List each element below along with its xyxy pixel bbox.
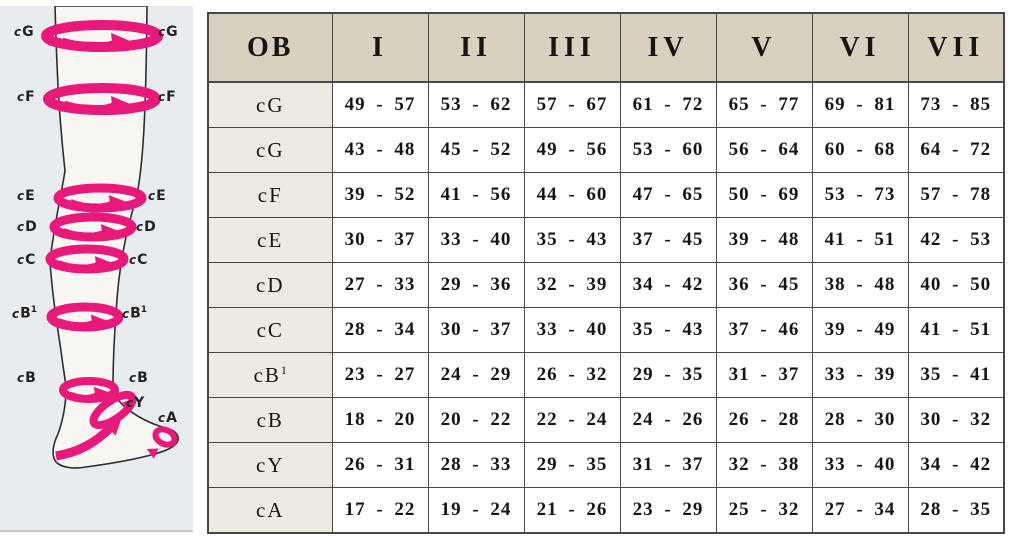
size-cell: 27 - 33 — [332, 263, 428, 308]
leg-label-cB-left: cB — [17, 370, 36, 386]
size-cell: 35 - 43 — [524, 218, 620, 263]
row-label: cC — [208, 308, 332, 353]
leg-diagram-panel — [0, 6, 193, 532]
size-cell: 19 - 24 — [428, 488, 524, 534]
leg-label-cG-left: cG — [14, 24, 34, 40]
size-cell: 33 - 39 — [812, 353, 908, 398]
size-cell: 49 - 57 — [332, 82, 428, 128]
size-cell: 42 - 53 — [908, 218, 1004, 263]
size-cell: 45 - 52 — [428, 128, 524, 173]
size-cell: 38 - 48 — [812, 263, 908, 308]
leg-label-cE-right: cE — [148, 188, 166, 204]
row-label: cA — [208, 488, 332, 534]
size-cell: 35 - 41 — [908, 353, 1004, 398]
column-header-ob: OB — [208, 13, 332, 82]
table-row — [208, 173, 1004, 218]
size-cell: 33 - 40 — [428, 218, 524, 263]
row-label: cG — [208, 128, 332, 173]
size-cell: 35 - 43 — [620, 308, 716, 353]
column-header-III: III — [524, 13, 620, 82]
size-cell: 36 - 45 — [716, 263, 812, 308]
size-cell: 41 - 51 — [908, 308, 1004, 353]
size-cell: 28 - 35 — [908, 488, 1004, 534]
size-cell: 24 - 29 — [428, 353, 524, 398]
leg-label-cC-right: cC — [129, 252, 148, 268]
size-cell: 32 - 39 — [524, 263, 620, 308]
size-cell: 21 - 26 — [524, 488, 620, 534]
size-cell: 39 - 48 — [716, 218, 812, 263]
row-label: $cB^1$ — [208, 353, 332, 398]
size-cell: 20 - 22 — [428, 398, 524, 443]
size-cell: 23 - 27 — [332, 353, 428, 398]
size-cell: 65 - 77 — [716, 82, 812, 128]
size-cell: 37 - 46 — [716, 308, 812, 353]
table-row — [208, 488, 1004, 534]
leg-label-cB1-right: $cB^1$ — [122, 305, 148, 322]
size-cell: 29 - 36 — [428, 263, 524, 308]
size-cell: 37 - 45 — [620, 218, 716, 263]
size-cell: 53 - 60 — [620, 128, 716, 173]
leg-label-cE-left: cE — [17, 188, 35, 204]
size-cell: 49 - 56 — [524, 128, 620, 173]
size-cell: 23 - 29 — [620, 488, 716, 534]
size-cell: 40 - 50 — [908, 263, 1004, 308]
size-cell: 28 - 33 — [428, 443, 524, 488]
size-cell: 25 - 32 — [716, 488, 812, 534]
table-row — [208, 353, 1004, 398]
size-cell: 33 - 40 — [524, 308, 620, 353]
size-cell: 57 - 67 — [524, 82, 620, 128]
leg-illustration — [0, 6, 193, 530]
size-cell: 73 - 85 — [908, 82, 1004, 128]
table-row — [208, 263, 1004, 308]
leg-label-cC-left: cC — [17, 252, 36, 268]
column-header-II: II — [428, 13, 524, 82]
size-cell: 28 - 34 — [332, 308, 428, 353]
size-cell: 50 - 69 — [716, 173, 812, 218]
size-cell: 30 - 32 — [908, 398, 1004, 443]
size-cell: 17 - 22 — [332, 488, 428, 534]
size-cell: 26 - 31 — [332, 443, 428, 488]
size-cell: 34 - 42 — [620, 263, 716, 308]
leg-label-cF-left: cF — [17, 89, 35, 105]
leg-label-cG-right: cG — [158, 24, 178, 40]
table-row — [208, 398, 1004, 443]
size-cell: 41 - 51 — [812, 218, 908, 263]
size-cell: 28 - 30 — [812, 398, 908, 443]
size-cell: 24 - 26 — [620, 398, 716, 443]
column-header-VI: VI — [812, 13, 908, 82]
size-cell: 64 - 72 — [908, 128, 1004, 173]
table-row — [208, 308, 1004, 353]
size-cell: 60 - 68 — [812, 128, 908, 173]
size-cell: 56 - 64 — [716, 128, 812, 173]
size-cell: 44 - 60 — [524, 173, 620, 218]
column-header-I: I — [332, 13, 428, 82]
size-cell: 30 - 37 — [332, 218, 428, 263]
leg-label-cY: cY — [126, 395, 145, 411]
row-label: cE — [208, 218, 332, 263]
size-cell: 39 - 52 — [332, 173, 428, 218]
row-label: cD — [208, 263, 332, 308]
size-cell: 43 - 48 — [332, 128, 428, 173]
leg-label-cD-left: cD — [17, 219, 37, 235]
size-cell: 26 - 32 — [524, 353, 620, 398]
size-cell: 53 - 62 — [428, 82, 524, 128]
column-header-IV: IV — [620, 13, 716, 82]
size-cell: 53 - 73 — [812, 173, 908, 218]
size-table — [207, 12, 1005, 534]
leg-label-cB-right: cB — [129, 370, 148, 386]
leg-label-cB1-left: $cB^1$ — [12, 305, 38, 322]
size-cell: 31 - 37 — [716, 353, 812, 398]
size-cell: 47 - 65 — [620, 173, 716, 218]
table-row — [208, 82, 1004, 128]
column-header-VII: VII — [908, 13, 1004, 82]
size-cell: 27 - 34 — [812, 488, 908, 534]
row-label: cY — [208, 443, 332, 488]
row-label: cB — [208, 398, 332, 443]
size-cell: 41 - 56 — [428, 173, 524, 218]
row-label: cG — [208, 82, 332, 128]
size-cell: 31 - 37 — [620, 443, 716, 488]
size-cell: 57 - 78 — [908, 173, 1004, 218]
size-cell: 39 - 49 — [812, 308, 908, 353]
size-cell: 29 - 35 — [524, 443, 620, 488]
size-cell: 18 - 20 — [332, 398, 428, 443]
size-cell: 69 - 81 — [812, 82, 908, 128]
table-row — [208, 128, 1004, 173]
header-row — [208, 13, 1004, 82]
size-cell: 32 - 38 — [716, 443, 812, 488]
row-label: cF — [208, 173, 332, 218]
size-cell: 30 - 37 — [428, 308, 524, 353]
table-row — [208, 218, 1004, 263]
leg-label-cF-right: cF — [158, 89, 176, 105]
size-cell: 34 - 42 — [908, 443, 1004, 488]
size-cell: 29 - 35 — [620, 353, 716, 398]
column-header-V: V — [716, 13, 812, 82]
leg-label-cD-right: cD — [136, 219, 156, 235]
size-cell: 22 - 24 — [524, 398, 620, 443]
table-row — [208, 443, 1004, 488]
size-cell: 33 - 40 — [812, 443, 908, 488]
size-cell: 61 - 72 — [620, 82, 716, 128]
leg-label-cA: cA — [158, 410, 177, 426]
size-cell: 26 - 28 — [716, 398, 812, 443]
